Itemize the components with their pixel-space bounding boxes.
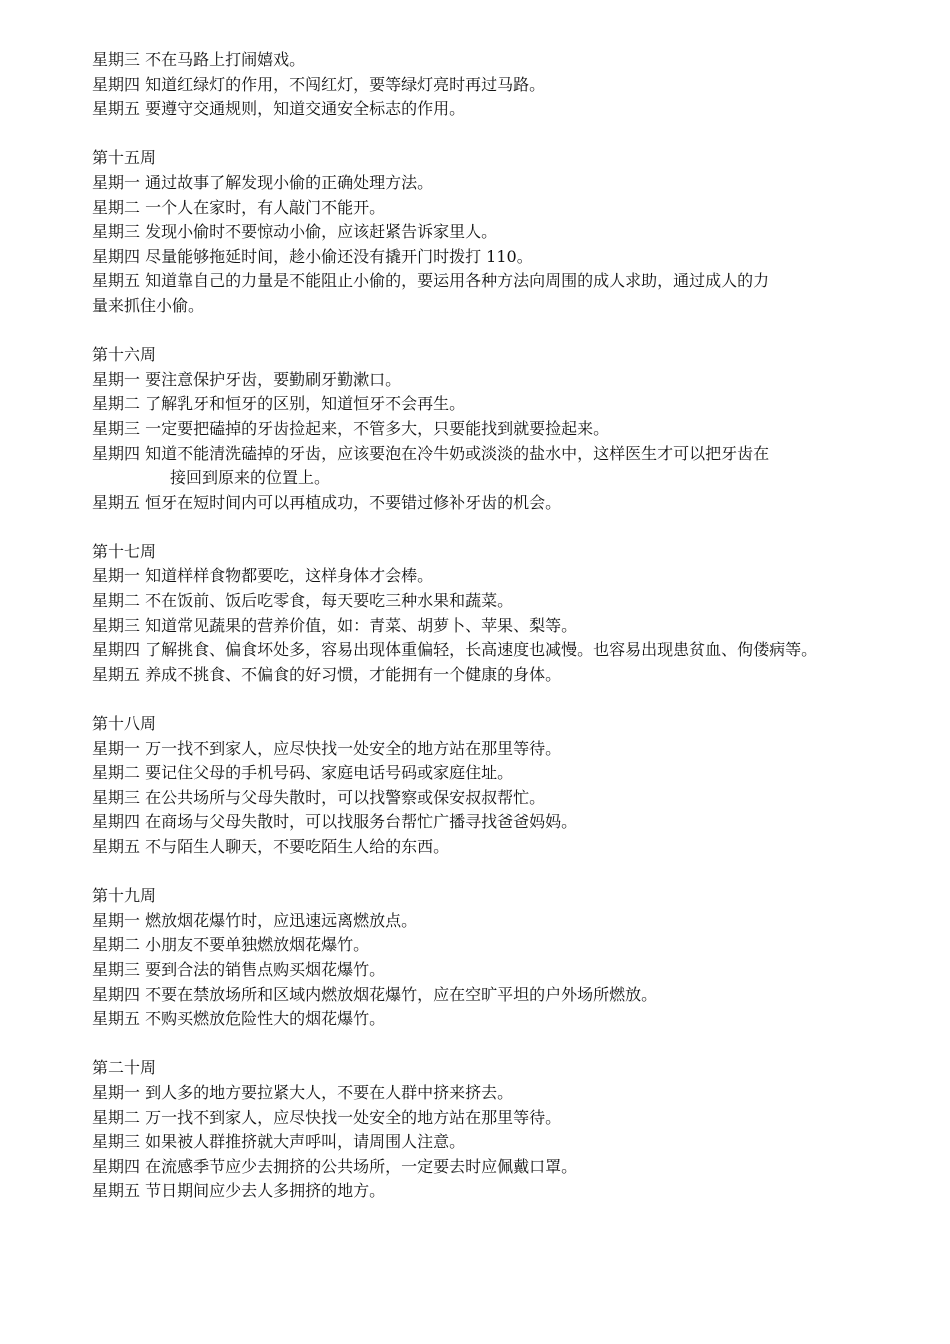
schedule-line: 星期五 知道靠自己的力量是不能阻止小偷的，要运用各种方法向周围的成人求助，通过成人的力 [92,271,770,291]
schedule-line: 星期一 燃放烟花爆竹时，应迅速远离燃放点。 [92,910,418,930]
schedule-line: 星期四 知道红绿灯的作用，不闯红灯，要等绿灯亮时再过马路。 [92,74,546,94]
continuation-line: 接回到原来的位置上。 [170,468,331,488]
document-page [92,48,922,1204]
schedule-line: 星期二 了解乳牙和恒牙的区别，知道恒牙不会再生。 [92,394,466,414]
blank-line [92,1032,922,1057]
schedule-line: 星期三 要到合法的销售点购买烟花爆竹。 [92,959,386,979]
blank-line [92,319,922,344]
blank-line [92,860,922,885]
schedule-line: 星期五 不购买燃放危险性大的烟花爆竹。 [92,1009,386,1029]
schedule-line: 星期二 万一找不到家人，应尽快找一处安全的地方站在那里等待。 [92,1107,562,1127]
schedule-line: 量来抓住小偷。 [92,295,205,315]
schedule-line: 星期四 在流感季节应少去拥挤的公共场所，一定要去时应佩戴口罩。 [92,1156,578,1176]
schedule-line: 星期五 恒牙在短时间内可以再植成功，不要错过修补牙齿的机会。 [92,492,562,512]
schedule-line: 星期三 一定要把磕掉的牙齿捡起来，不管多大，只要能找到就要捡起来。 [92,418,610,438]
blank-line [92,515,922,540]
blank-line [92,687,922,712]
schedule-line: 星期二 不在饭前、饭后吃零食，每天要吃三种水果和蔬菜。 [92,591,514,611]
schedule-line: 星期一 通过故事了解发现小偷的正确处理方法。 [92,172,434,192]
schedule-line: 星期二 要记住父母的手机号码、家庭电话号码或家庭住址。 [92,763,514,783]
week-heading: 第二十周 [92,1058,157,1078]
schedule-line: 星期二 一个人在家时，有人敲门不能开。 [92,197,386,217]
schedule-line: 星期五 不与陌生人聊天，不要吃陌生人给的东西。 [92,837,450,856]
schedule-line: 星期三 在公共场所与父母失散时，可以找警察或保安叔叔帮忙。 [92,787,546,807]
schedule-line: 星期四 尽量能够拖延时间，趁小偷还没有撬开门时拨打 110。 [92,246,533,266]
schedule-line: 星期一 要注意保护牙齿，要勤刷牙勤漱口。 [92,369,402,389]
schedule-line: 星期四 在商场与父母失散时，可以找服务台帮忙广播寻找爸爸妈妈。 [92,812,578,832]
week-heading: 第十六周 [92,345,157,365]
schedule-line: 星期一 知道样样食物都要吃，这样身体才会棒。 [92,566,434,586]
schedule-line: 星期三 知道常见蔬果的营养价值，如：青菜、胡萝卜、苹果、梨等。 [92,615,578,635]
schedule-line: 星期五 养成不挑食、不偏食的好习惯，才能拥有一个健康的身体。 [92,664,562,684]
schedule-line: 星期一 到人多的地方要拉紧大人，不要在人群中挤来挤去。 [92,1082,514,1102]
schedule-line: 星期三 不在马路上打闹嬉戏。 [92,50,306,69]
week-heading: 第十八周 [92,714,157,734]
schedule-line: 星期二 小朋友不要单独燃放烟花爆竹。 [92,935,370,955]
schedule-line: 星期三 发现小偷时不要惊动小偷，应该赶紧告诉家里人。 [92,222,498,242]
schedule-line: 星期四 知道不能清洗磕掉的牙齿，应该要泡在冷牛奶或淡淡的盐水中，这样医生才可以把牙齿在 [92,443,770,463]
week-heading: 第十七周 [92,541,157,561]
schedule-line: 星期五 要遵守交通规则，知道交通安全标志的作用。 [92,99,466,119]
week-heading: 第十九周 [92,886,157,906]
schedule-line: 星期五 节日期间应少去人多拥挤的地方。 [92,1181,386,1201]
schedule-line: 星期四 不要在禁放场所和区域内燃放烟花爆竹，应在空旷平坦的户外场所燃放。 [92,984,658,1004]
schedule-line: 星期三 如果被人群推挤就大声呼叫，请周围人注意。 [92,1132,466,1152]
week-heading: 第十五周 [92,148,157,168]
blank-line [92,122,922,147]
schedule-line: 星期一 万一找不到家人，应尽快找一处安全的地方站在那里等待。 [92,738,562,758]
schedule-line: 星期四 了解挑食、偏食坏处多，容易出现体重偏轻，长高速度也减慢。也容易出现患贫血、佝偻病等。 [92,640,818,660]
